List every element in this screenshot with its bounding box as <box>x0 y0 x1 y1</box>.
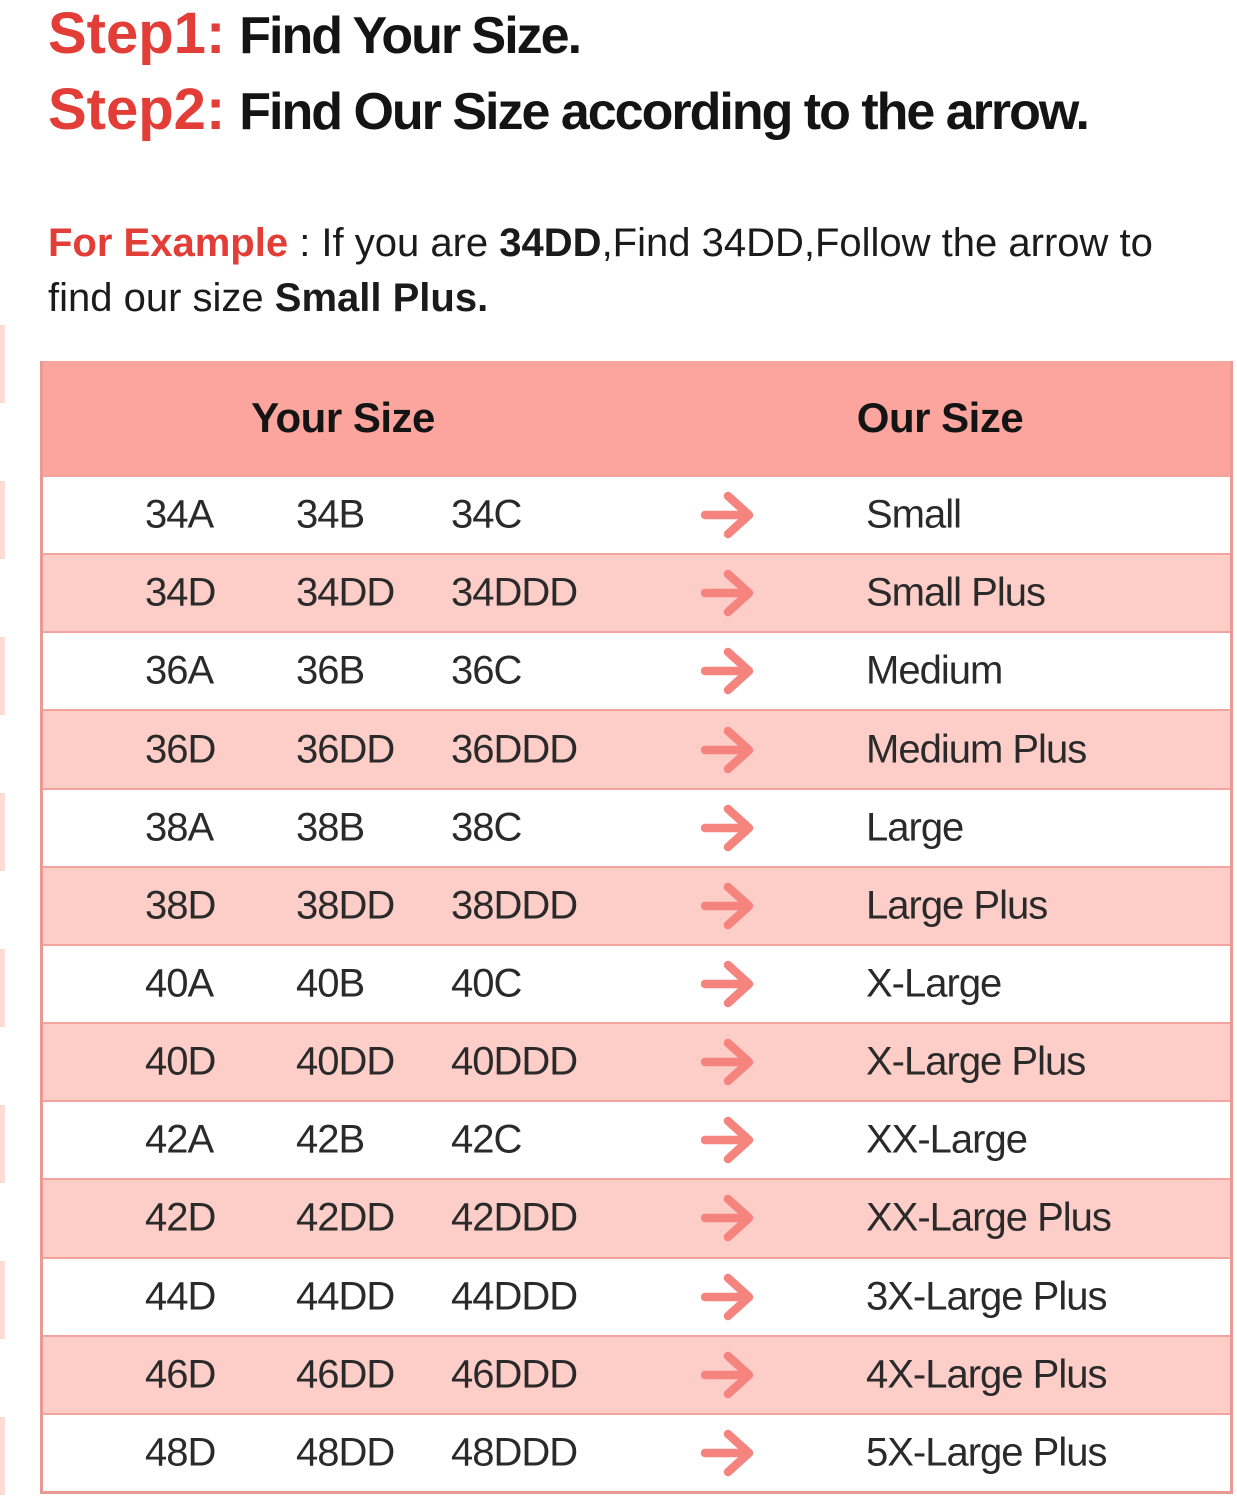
your-size-cell: 44DD <box>296 1274 395 1319</box>
your-size-cell: 34D <box>145 570 216 615</box>
our-size-cell: Small Plus <box>866 570 1045 615</box>
right-arrow-icon <box>701 803 761 853</box>
your-size-cell: 42D <box>145 1195 216 1240</box>
your-size-cell: 42B <box>296 1117 365 1162</box>
table-row <box>43 866 1230 944</box>
left-edge-stripe-artifact <box>0 325 5 1497</box>
your-size-cell: 42DD <box>296 1195 395 1240</box>
your-size-cell: 44DDD <box>451 1274 578 1319</box>
our-size-cell: X-Large Plus <box>866 1039 1086 1084</box>
right-arrow-icon <box>701 568 761 618</box>
table-row <box>43 475 1230 553</box>
right-arrow-icon <box>701 1272 761 1322</box>
example-text-2: ,Find 34DD,Follow the arrow to <box>601 221 1153 265</box>
your-size-cell: 48D <box>145 1430 216 1475</box>
your-size-cell: 48DD <box>296 1430 395 1475</box>
step2-text: Find Our Size according to the arrow. <box>239 83 1088 141</box>
your-size-cell: 36B <box>296 648 365 693</box>
our-size-cell: Medium Plus <box>866 727 1087 772</box>
your-size-cell: 40D <box>145 1039 216 1084</box>
your-size-cell: 38D <box>145 883 216 928</box>
table-row <box>43 944 1230 1022</box>
table-row <box>43 553 1230 631</box>
your-size-cell: 42C <box>451 1117 522 1162</box>
our-size-cell: X-Large <box>866 961 1002 1006</box>
step2-heading <box>48 76 1088 143</box>
your-size-cell: 36D <box>145 727 216 772</box>
your-size-cell: 40DD <box>296 1039 395 1084</box>
our-size-cell: Large Plus <box>866 883 1048 928</box>
table-row <box>43 631 1230 709</box>
your-size-cell: 46DD <box>296 1352 395 1397</box>
example-label: For Example <box>48 221 289 265</box>
our-size-cell: Medium <box>866 648 1003 693</box>
our-size-cell: 3X-Large Plus <box>866 1274 1107 1319</box>
your-size-cell: 38C <box>451 805 522 850</box>
your-size-cell: 42A <box>145 1117 214 1162</box>
right-arrow-icon <box>701 1193 761 1243</box>
table-row <box>43 1413 1230 1491</box>
your-size-cell: 38A <box>145 805 214 850</box>
your-size-cell: 48DDD <box>451 1430 578 1475</box>
your-size-cell: 38B <box>296 805 365 850</box>
step1-label: Step1: <box>48 1 226 66</box>
your-size-cell: 38DD <box>296 883 395 928</box>
right-arrow-icon <box>701 959 761 1009</box>
example-separator: : <box>288 221 322 265</box>
table-row <box>43 1022 1230 1100</box>
step1-heading <box>48 0 580 67</box>
your-size-cell: 36C <box>451 648 522 693</box>
our-size-cell: Large <box>866 805 964 850</box>
right-arrow-icon <box>701 1115 761 1165</box>
table-body <box>43 475 1230 1491</box>
table-row <box>43 788 1230 866</box>
example-bold-result: Small Plus. <box>274 276 489 320</box>
our-size-column-header: Our Size <box>856 394 1024 441</box>
our-size-cell: Small <box>866 492 962 537</box>
table-header-row <box>43 361 1230 475</box>
our-size-cell: 4X-Large Plus <box>866 1352 1107 1397</box>
your-size-cell: 40A <box>145 961 214 1006</box>
table-row <box>43 709 1230 787</box>
table-row <box>43 1257 1230 1335</box>
right-arrow-icon <box>701 1037 761 1087</box>
our-size-cell: XX-Large <box>866 1117 1027 1162</box>
right-arrow-icon <box>701 646 761 696</box>
table-row <box>43 1178 1230 1256</box>
your-size-cell: 40C <box>451 961 522 1006</box>
step1-text: Find Your Size. <box>239 7 581 65</box>
size-conversion-table <box>40 361 1233 1494</box>
your-size-cell: 40B <box>296 961 365 1006</box>
right-arrow-icon <box>701 1428 761 1478</box>
your-size-cell: 40DDD <box>451 1039 578 1084</box>
example-text-1: If you are <box>321 221 500 265</box>
your-size-cell: 34DDD <box>451 570 578 615</box>
your-size-cell: 36DD <box>296 727 395 772</box>
step2-label: Step2: <box>48 77 226 142</box>
your-size-cell: 42DDD <box>451 1195 578 1240</box>
your-size-cell: 34B <box>296 492 365 537</box>
your-size-cell: 46DDD <box>451 1352 578 1397</box>
your-size-cell: 36A <box>145 648 214 693</box>
example-bold-size: 34DD <box>499 221 602 265</box>
your-size-cell: 34A <box>145 492 214 537</box>
table-row <box>43 1335 1230 1413</box>
right-arrow-icon <box>701 1350 761 1400</box>
our-size-cell: XX-Large Plus <box>866 1195 1111 1240</box>
your-size-cell: 34DD <box>296 570 395 615</box>
your-size-cell: 36DDD <box>451 727 578 772</box>
our-size-cell: 5X-Large Plus <box>866 1430 1107 1475</box>
right-arrow-icon <box>701 881 761 931</box>
example-note <box>48 216 1223 326</box>
right-arrow-icon <box>701 725 761 775</box>
table-row <box>43 1100 1230 1178</box>
your-size-column-header: Your Size <box>251 394 435 441</box>
example-text-3: find our size <box>48 276 275 320</box>
your-size-cell: 34C <box>451 492 522 537</box>
your-size-cell: 38DDD <box>451 883 578 928</box>
right-arrow-icon <box>701 490 761 540</box>
your-size-cell: 46D <box>145 1352 216 1397</box>
your-size-cell: 44D <box>145 1274 216 1319</box>
